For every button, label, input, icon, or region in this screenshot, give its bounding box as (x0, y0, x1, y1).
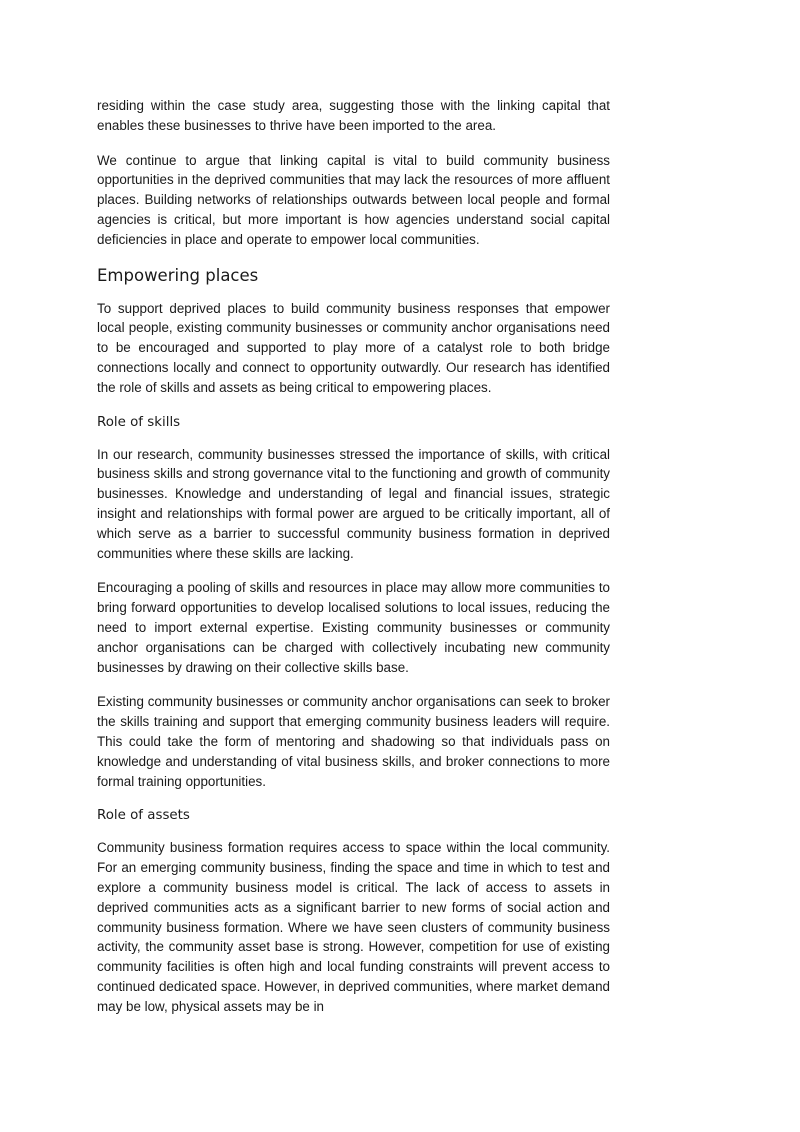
body-paragraph: In our research, community businesses stressed the importance of skills, with critical business skills and strong governance vital to the functioning and growth of community businesses. Knowledge and understanding of legal and financial issues, strategic insight and relationships with formal power are argued to be critically important, all of which serve as a barrier to successful community business formation in deprived communities where these skills are lacking. (97, 446, 610, 561)
section-heading-empowering-places: Empowering places (97, 265, 259, 285)
subsection-heading-role-of-skills: Role of skills (97, 414, 181, 430)
body-paragraph: Encouraging a pooling of skills and resources in place may allow more communities to bring forward opportunities to develop localised solutions to local issues, reducing the need to import external expertise. Existing community businesses or community anchor organisations can be charged with collectively incubating new community businesses by drawing on their collective skills base. (97, 580, 610, 675)
body-paragraph: Community business formation requires access to space within the local community. For an emerging community business, finding the space and time in which to test and explore a community business model is critical. The lack of access to assets in deprived communities acts as a significant barrier to new forms of social action and community business formation. Where we have seen clusters of community business activity, the community asset base is strong. However, competition for use of existing community facilities is often high and local funding constraints will prevent access to continued dedicated space. However, in deprived communities, where market demand may be low, physical assets may be in (97, 840, 610, 1014)
document-page (97, 96, 610, 1031)
body-paragraph: To support deprived places to build community business responses that empower local people, existing community businesses or community anchor organisations need to be encouraged and supported to play more of a catalyst role to both bridge connections locally and connect to opportunity outwardly. Our research has identified the role of skills and assets as being critical to empowering places. (97, 300, 610, 395)
body-paragraph: residing within the case study area, suggesting those with the linking capital that enables these businesses to thrive have been imported to the area. (97, 98, 610, 133)
body-paragraph: Existing community businesses or community anchor organisations can seek to broker the skills training and support that emerging community business leaders will require. This could take the form of mentoring and shadowing so that individuals pass on knowledge and understanding of vital business skills, and broker connections to more formal training opportunities. (97, 694, 610, 789)
body-paragraph: We continue to argue that linking capital is vital to build community business opportunities in the deprived communities that may lack the resources of more affluent places. Building networks of relationships outwards between local people and formal agencies is critical, but more important is how agencies understand social capital deficiencies in place and operate to empower local communities. (97, 152, 610, 247)
subsection-heading-role-of-assets: Role of assets (97, 808, 190, 824)
